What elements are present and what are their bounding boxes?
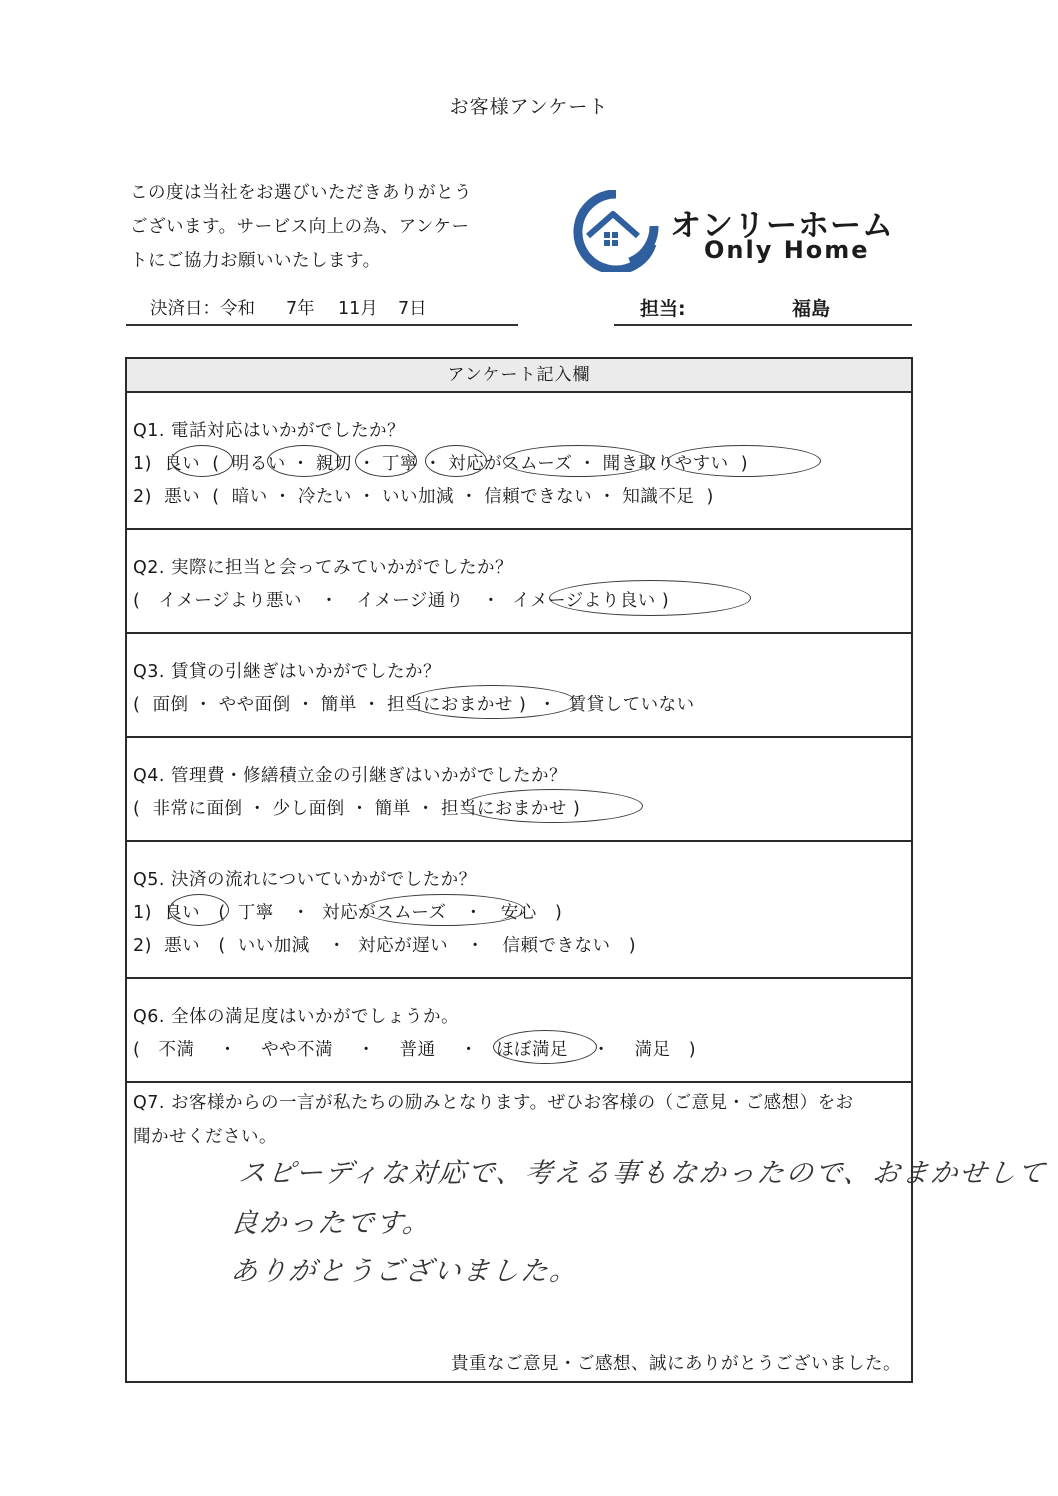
question-text: Q2. 実際に担当と会ってみていかがでしたか？ bbox=[133, 558, 514, 578]
selection-circle bbox=[407, 685, 577, 719]
answer-line: 2) 悪い ( いい加減 ・ 対応が遅い ・ 信頼できない ) bbox=[133, 936, 637, 956]
selection-circle bbox=[267, 445, 341, 477]
question-q2 bbox=[127, 530, 911, 634]
settlement-label: 決済日：令和 bbox=[150, 299, 255, 319]
question-q6 bbox=[127, 979, 911, 1083]
question-q5 bbox=[127, 842, 911, 979]
logo-english-text: Only Home bbox=[704, 236, 870, 264]
answer-line: ( 不満 ・ やや不満 ・ 普通 ・ ほぼ満足 ・ 満足 ) bbox=[133, 1040, 697, 1060]
company-logo bbox=[566, 190, 906, 272]
selection-circle bbox=[667, 445, 821, 477]
settlement-date bbox=[126, 290, 518, 326]
table-header: アンケート記入欄 bbox=[127, 359, 911, 393]
page-title: お客様アンケート bbox=[449, 96, 609, 118]
staff-field bbox=[614, 290, 912, 326]
intro-line: この度は当社をお選びいただきありがとう bbox=[130, 183, 472, 203]
question-q7 bbox=[127, 1083, 1049, 1383]
survey-table bbox=[125, 357, 1049, 1383]
question-text: Q1. 電話対応はいかがでしたか？ bbox=[133, 421, 406, 441]
selection-circle bbox=[549, 580, 751, 616]
question-text: Q3. 賃貸の引継ぎはいかがでしたか？ bbox=[133, 662, 442, 682]
intro-line: トにご協力お願いいたします。 bbox=[130, 251, 381, 271]
selection-circle bbox=[363, 894, 525, 926]
house-logo-icon bbox=[566, 190, 666, 272]
selection-circle bbox=[463, 789, 643, 823]
answer-line: 1) 良い ( 明るい ・ 親切 ・ 丁寧 ・ 対応がスムーズ ・ 聞き取りやすい ) bbox=[133, 454, 749, 474]
question-text-continued: 聞かせください。 bbox=[133, 1127, 277, 1147]
intro-text bbox=[130, 176, 530, 278]
intro-line: ございます。サービス向上の為、アンケー bbox=[130, 217, 470, 237]
question-q1 bbox=[127, 393, 911, 530]
handwritten-comment-line: ありがとうございました。 bbox=[229, 1256, 581, 1287]
question-text: Q7. お客様からの一言が私たちの励みとなります。ぜひお客様の（ご意見・ご感想）をお bbox=[133, 1093, 854, 1113]
answer-line: ( イメージより悪い ・ イメージ通り ・ イメージより良い ) bbox=[133, 591, 670, 611]
answer-line: 1) 良い ( 丁寧 ・ 対応がスムーズ ・ 安心 ) bbox=[133, 903, 563, 923]
answer-line: 2) 悪い ( 暗い ・ 冷たい ・ いい加減 ・ 信頼できない ・ 知識不足 ) bbox=[133, 487, 714, 507]
settlement-day: 7日 bbox=[398, 299, 427, 319]
settlement-year: 7年 bbox=[286, 299, 315, 319]
question-q4 bbox=[127, 738, 911, 842]
handwritten-comment-line: スピーディな対応で、考える事もなかったので、おまかせして bbox=[237, 1158, 1049, 1189]
handwritten-comment-line: 良かったです。 bbox=[229, 1208, 434, 1239]
question-q3 bbox=[127, 634, 911, 738]
thanks-text: 貴重なご意見・ご感想、誠にありがとうございました。 bbox=[451, 1354, 901, 1374]
selection-circle bbox=[171, 445, 233, 477]
staff-name: 福島 bbox=[792, 298, 831, 320]
answer-line: ( 非常に面倒 ・ 少し面倒 ・ 簡単 ・ 担当におまかせ ) bbox=[133, 799, 581, 819]
question-text: Q4. 管理費・修繕積立金の引継ぎはいかがでしたか？ bbox=[133, 766, 568, 786]
selection-circle bbox=[355, 445, 417, 477]
settlement-month: 11月 bbox=[338, 299, 378, 319]
selection-circle bbox=[169, 894, 229, 926]
answer-line: ( 面倒 ・ やや面倒 ・ 簡単 ・ 担当におまかせ ) ・ 賃貸していない bbox=[133, 695, 695, 715]
staff-label: 担当: bbox=[640, 298, 686, 320]
question-text: Q5. 決済の流れについていかがでしたか？ bbox=[133, 870, 477, 890]
selection-circle bbox=[425, 445, 487, 477]
selection-circle bbox=[503, 445, 653, 477]
question-text: Q6. 全体の満足度はいかがでしょうか。 bbox=[133, 1007, 460, 1027]
logo-japanese-text: オンリーホーム bbox=[670, 208, 894, 244]
selection-circle bbox=[493, 1030, 597, 1064]
